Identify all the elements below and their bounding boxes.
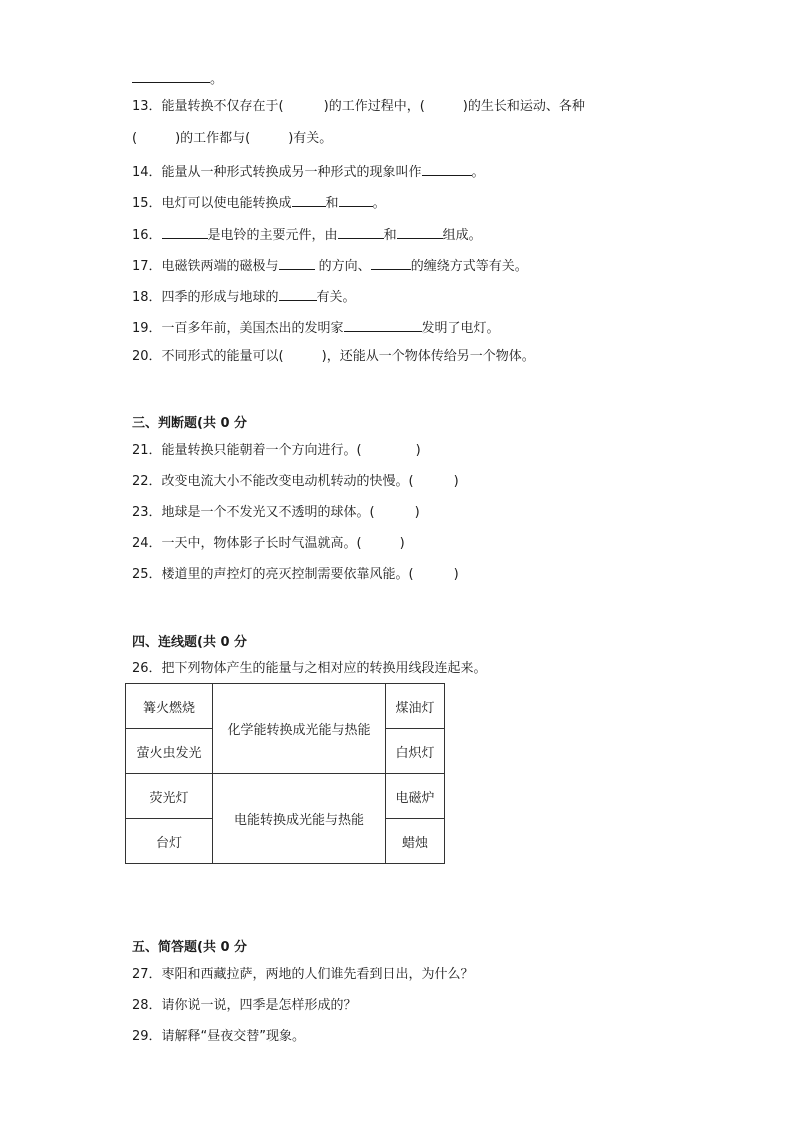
right-item[interactable]: 煤油灯 bbox=[386, 684, 445, 729]
q13-line2: ( )的工作都与( )有关。 bbox=[132, 131, 333, 146]
answer-blank[interactable] bbox=[422, 161, 472, 176]
answer-blank[interactable] bbox=[162, 224, 208, 239]
q21: 21．能量转换只能朝着一个方向进行。( ) bbox=[132, 443, 421, 458]
matching-table bbox=[125, 683, 445, 864]
answer-blank[interactable] bbox=[397, 224, 443, 239]
section-heading-short-answer: 五、简答题(共 0 分 bbox=[132, 940, 248, 955]
q29: 29．请解释“昼夜交替”现象。 bbox=[132, 1029, 306, 1044]
left-item[interactable]: 篝火燃烧 bbox=[126, 684, 213, 729]
section-heading-matching: 四、连线题(共 0 分 bbox=[132, 635, 248, 650]
q22: 22．改变电流大小不能改变电动机转动的快慢。( ) bbox=[132, 474, 459, 489]
q20: 20．不同形式的能量可以( )，还能从一个物体传给另一个物体。 bbox=[132, 349, 535, 364]
q12-tail: 。 bbox=[132, 68, 223, 89]
q18: 18．四季的形成与地球的 有关。 bbox=[132, 286, 356, 307]
answer-blank[interactable] bbox=[292, 192, 326, 207]
answer-blank[interactable] bbox=[279, 286, 317, 301]
answer-blank[interactable] bbox=[371, 255, 411, 270]
right-item[interactable]: 电磁炉 bbox=[386, 774, 445, 819]
q15: 15．电灯可以使电能转换成 和 。 bbox=[132, 192, 386, 213]
q19: 19．一百多年前，美国杰出的发明家 发明了电灯。 bbox=[132, 317, 500, 338]
answer-blank[interactable] bbox=[132, 68, 210, 83]
answer-blank[interactable] bbox=[339, 192, 373, 207]
q17: 17．电磁铁两端的磁极与 的方向、 的缠绕方式等有关。 bbox=[132, 255, 528, 276]
q25: 25．楼道里的声控灯的亮灭控制需要依靠风能。( ) bbox=[132, 567, 459, 582]
left-item[interactable]: 台灯 bbox=[126, 819, 213, 864]
right-item[interactable]: 白炽灯 bbox=[386, 729, 445, 774]
q26: 26．把下列物体产生的能量与之相对应的转换用线段连起来。 bbox=[132, 661, 487, 676]
right-item[interactable]: 蜡烛 bbox=[386, 819, 445, 864]
section-heading-judgement: 三、判断题(共 0 分 bbox=[132, 416, 248, 431]
energy-conversion-item[interactable]: 化学能转换成光能与热能 bbox=[213, 684, 386, 774]
answer-blank[interactable] bbox=[344, 317, 422, 332]
answer-blank[interactable] bbox=[279, 255, 315, 270]
q27: 27．枣阳和西藏拉萨，两地的人们谁先看到日出，为什么？ bbox=[132, 967, 474, 982]
q14: 14．能量从一种形式转换成另一种形式的现象叫作 。 bbox=[132, 161, 485, 182]
q13-line1: 13．能量转换不仅存在于( )的工作过程中，( )的生长和运动、各种 bbox=[132, 99, 585, 114]
q16: 16． 是电铃的主要元件，由 和 组成。 bbox=[132, 224, 482, 245]
q23: 23．地球是一个不发光又不透明的球体。( ) bbox=[132, 505, 420, 520]
answer-blank[interactable] bbox=[338, 224, 384, 239]
q28: 28．请你说一说，四季是怎样形成的？ bbox=[132, 998, 357, 1013]
energy-conversion-item[interactable]: 电能转换成光能与热能 bbox=[213, 774, 386, 864]
q24: 24．一天中，物体影子长时气温就高。( ) bbox=[132, 536, 405, 551]
left-item[interactable]: 荧光灯 bbox=[126, 774, 213, 819]
left-item[interactable]: 萤火虫发光 bbox=[126, 729, 213, 774]
